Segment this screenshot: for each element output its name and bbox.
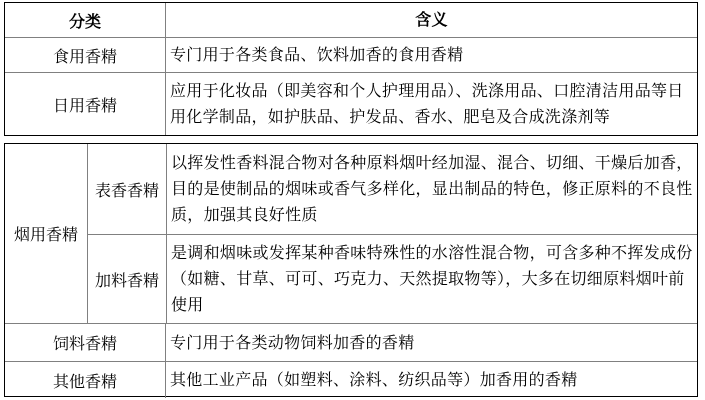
table-row	[88, 144, 697, 234]
category-cell: 食用香精	[5, 38, 166, 72]
subcategory-cell: 加料香精	[88, 235, 167, 323]
meaning-cell: 专门用于各类食品、饮料加香的食用香精	[170, 45, 464, 64]
meaning-cell: 是调和烟味或发挥某种香味特殊性的水溶性混合物，可含多种不挥发成份（如糖、甘草、可可、巧克力、天然提取物等），大多在切细原料烟叶前使用	[171, 243, 693, 314]
subcategory-cell: 表香香精	[88, 144, 167, 234]
table-row	[5, 37, 697, 72]
tobacco-category-cell: 烟用香精	[5, 144, 88, 323]
table-row	[5, 323, 697, 361]
category-cell: 日用香精	[5, 73, 166, 135]
category-cell: 其他香精	[5, 362, 166, 398]
table-row	[5, 361, 697, 398]
flavor-table-special	[4, 143, 698, 397]
category-cell: 饲料香精	[5, 324, 166, 361]
meaning-cell: 专门用于各类动物饲料加香的香精	[170, 332, 415, 352]
meaning-cell: 以挥发性香料混合物对各种原料烟叶经加湿、混合、切细、干燥后加香，目的是使制品的烟味或香气多样化，显出制品的特色，修正原料的不良性质，加强其良好性质	[171, 153, 693, 224]
table-row	[88, 234, 697, 323]
flavor-table-general	[4, 2, 698, 136]
table-row	[5, 72, 697, 135]
header-meaning: 含义	[415, 10, 448, 29]
table-header-row	[5, 3, 697, 37]
meaning-cell: 其他工业产品（如塑料、涂料、纺织品等）加香用的香精	[170, 370, 578, 389]
header-category: 分类	[5, 3, 166, 37]
tobacco-flavor-group	[5, 144, 697, 323]
meaning-cell: 应用于化妆品（即美容和个人护理用品）、洗涤用品、口腔清洁用品等日用化学制品，如护肤品、护发品、香水、肥皂及合成洗涤剂等	[170, 81, 684, 126]
